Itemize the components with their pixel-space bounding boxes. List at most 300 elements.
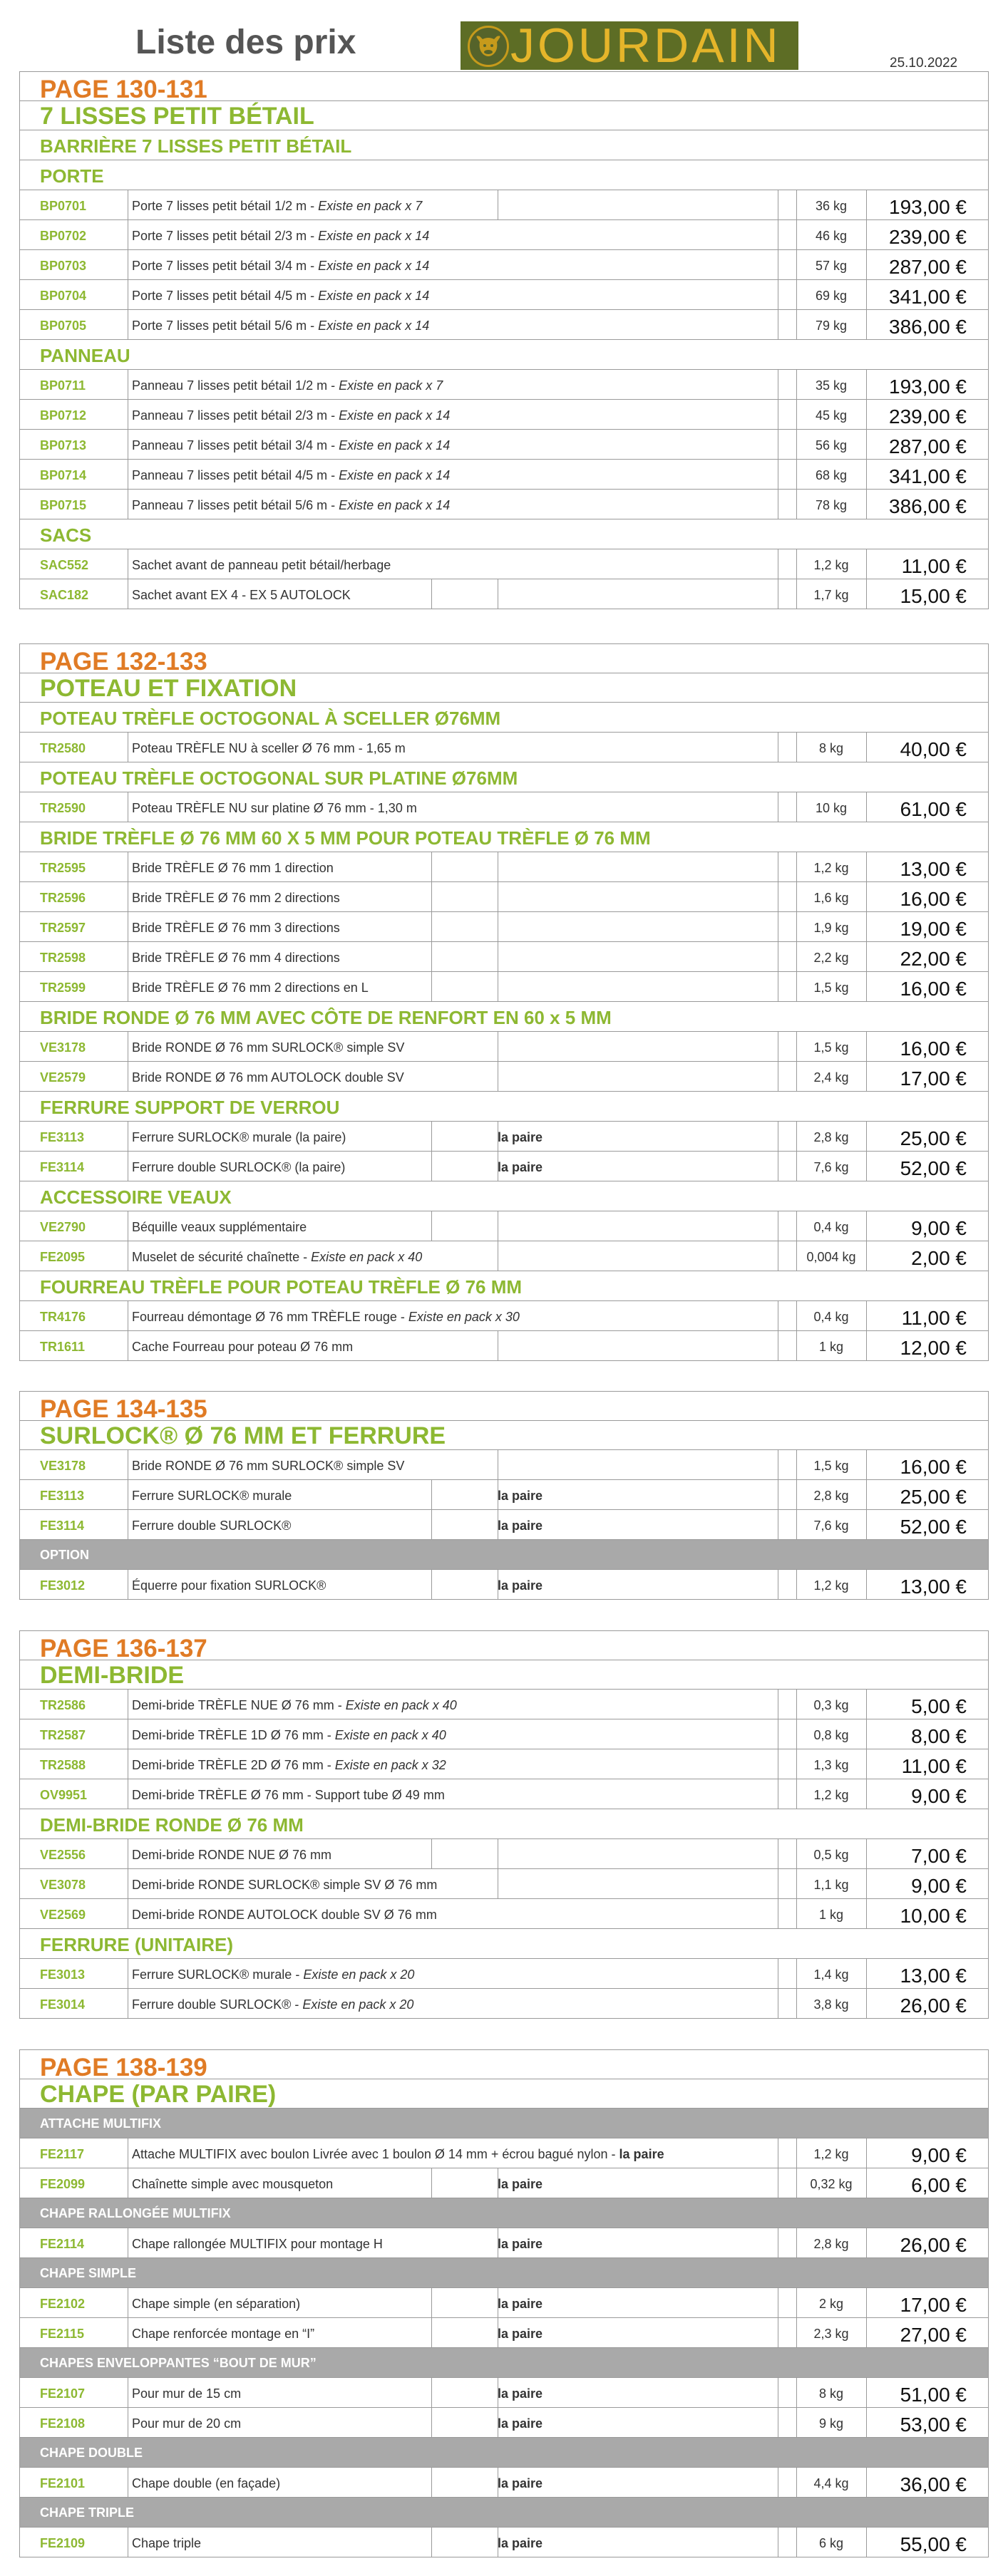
product-description [132,1578,326,1593]
subcategory-band [20,2109,988,2138]
product-description [132,1160,345,1175]
product-weight: 1,1 kg [813,1878,849,1892]
pair-label: la paire [498,1130,543,1144]
product-weight: 7,6 kg [813,1519,849,1533]
product-weight: 46 kg [815,229,848,243]
pack-note: Existe en pack x 14 [318,319,430,333]
product-weight: 1,2 kg [813,2147,849,2161]
product-row [20,1510,988,1540]
product-row [20,2528,988,2557]
product-row [20,549,988,579]
product-price: 13,00 € [900,858,967,880]
description-text: Demi-bride RONDE AUTOLOCK double SV Ø 76 mm [132,1908,437,1922]
column-divider [866,942,867,971]
column-divider [866,2288,867,2317]
product-weight: 6 kg [818,2536,844,2550]
category-heading: POTEAU TRÈFLE OCTOGONAL À SCELLER Ø76MM [40,708,501,729]
product-row [20,1690,988,1719]
subcategory-band [20,2498,988,2528]
product-weight: 0,4 kg [813,1220,849,1234]
section-title: 7 LISSES PETIT BÉTAIL [40,103,314,130]
product-row [20,490,988,519]
description-text: Bride TRÈFLE Ø 76 mm 2 directions en L [132,981,369,995]
column-divider [866,2228,867,2257]
pair-label: la paire [498,2237,543,2251]
category-heading: BRIDE TRÈFLE Ø 76 MM 60 X 5 MM POUR POTEAU TRÈFLE Ø 76 MM [40,827,651,849]
product-description: Panneau 7 lisses petit bétail 4/5 m - Existe en pack x 14 [132,468,451,482]
product-reference: TR2598 [40,951,86,965]
product-reference: FE2117 [40,2147,85,2161]
column-divider [866,2318,867,2347]
pair-label: la paire [498,2177,543,2191]
product-price: 239,00 € [889,405,967,428]
subcategory-label: CHAPE SIMPLE [40,2266,137,2280]
product-row [20,430,988,460]
column-divider [866,2468,867,2497]
category-heading-row [20,1002,988,1032]
category-heading: ACCESSOIRE VEAUX [40,1186,232,1208]
product-weight: 1,3 kg [813,1758,849,1772]
product-price: 16,00 € [900,1456,967,1478]
product-price: 11,00 € [901,555,967,577]
product-weight: 8 kg [818,2386,844,2401]
column-divider [866,1749,867,1779]
product-reference: FE2102 [40,2297,86,2311]
column-divider [431,2288,432,2317]
description-text: Attache MULTIFIX avec boulon Livrée avec 1 boulon Ø 14 mm + écrou bagué nylon - [132,2147,616,2161]
product-reference: FE2099 [40,2177,86,2191]
product-reference: BP0715 [40,498,87,512]
column-divider [431,1570,432,1599]
product-weight: 78 kg [815,498,848,512]
product-row [20,2408,988,2438]
section-title-row [20,2079,988,2109]
product-description: Ferrure SURLOCK® murale - Existe en pack x 20 [132,1967,415,1982]
product-description [132,1878,437,1893]
section-page-row [20,644,988,676]
column-divider [431,2528,432,2557]
product-price: 26,00 € [900,1995,967,2017]
product-row [20,1480,988,1510]
pair-label: la paire [498,2476,543,2490]
description-text: Pour mur de 15 cm [132,2386,242,2401]
product-reference: TR2595 [40,861,86,875]
pack-note: Existe en pack x 40 [311,1250,423,1264]
description-text: Panneau 7 lisses petit bétail 3/4 m [132,438,328,452]
product-description [132,891,340,906]
product-weight: 35 kg [815,378,848,393]
product-weight: 2,8 kg [813,2237,849,2251]
category-heading-row [20,762,988,792]
description-text: Ferrure SURLOCK® murale [132,1489,292,1503]
product-reference: FE2108 [40,2416,86,2431]
product-row [20,370,988,400]
product-description [132,2327,314,2342]
product-row [20,1779,988,1809]
section-page-row [20,1392,988,1421]
subcategory-band [20,2198,988,2228]
category-heading-row [20,1181,988,1211]
column-divider [866,280,867,309]
product-reference: FE3014 [40,1997,86,2012]
product-reference: FE3113 [40,1489,85,1503]
product-reference: VE2579 [40,1070,86,1085]
category-heading: FERRURE (UNITAIRE) [40,1934,234,1955]
product-price: 19,00 € [900,918,967,940]
product-reference: FE2115 [40,2327,85,2341]
product-row [20,2168,988,2198]
product-description [132,1070,404,1085]
product-weight: 1,5 kg [813,1459,849,1473]
product-reference: SAC182 [40,588,89,602]
product-row [20,942,988,972]
product-row [20,1899,988,1929]
product-description [132,1848,331,1863]
product-weight: 79 kg [815,319,848,333]
product-reference: BP0703 [40,259,87,273]
category-heading-row [20,1929,988,1959]
pack-note: Existe en pack x 40 [334,1728,446,1742]
column-divider [866,1450,867,1479]
pack-note: Existe en pack x 7 [318,199,423,213]
product-row [20,1122,988,1152]
product-row [20,1839,988,1869]
pack-note: Existe en pack x 14 [318,229,430,243]
description-text: Porte 7 lisses petit bétail 2/3 m [132,229,307,243]
section-title: CHAPE (PAR PAIRE) [40,2081,277,2108]
column-divider [866,1869,867,1898]
product-description [132,2416,241,2431]
description-text: Sachet avant EX 4 - EX 5 AUTOLOCK [132,588,351,602]
category-heading: BRIDE RONDE Ø 76 MM AVEC CÔTE DE RENFORT EN 60 x 5 MM [40,1007,612,1028]
product-price: 193,00 € [889,196,967,218]
description-text: Panneau 7 lisses petit bétail 2/3 m [132,408,328,423]
column-divider [431,912,432,941]
product-row [20,2318,988,2348]
column-divider [431,2318,432,2347]
product-row [20,1152,988,1181]
description-text: Demi-bride TRÈFLE NUE Ø 76 mm [132,1698,334,1712]
product-description: Panneau 7 lisses petit bétail 1/2 m - Existe en pack x 7 [132,378,443,393]
description-text: Bride TRÈFLE Ø 76 mm 1 direction [132,861,334,875]
pair-label: la paire [498,2416,543,2431]
product-description [132,2177,333,2192]
product-reference: TR2596 [40,891,86,905]
product-row [20,250,988,280]
category-heading-row [20,703,988,733]
pair-label: la paire [498,2386,543,2401]
price-section [19,1391,989,1600]
price-section [19,1630,989,2019]
product-reference: FE3113 [40,1130,85,1144]
product-reference: BP0714 [40,468,87,482]
product-price: 15,00 € [900,585,967,607]
product-reference: VE3178 [40,1040,86,1055]
product-row [20,2378,988,2408]
section-page-number: PAGE 136-137 [40,1635,207,1662]
column-divider [866,460,867,489]
product-reference: FE2109 [40,2536,86,2550]
product-reference: FE3114 [40,1160,85,1174]
product-weight: 45 kg [815,408,848,423]
product-reference: BP0712 [40,408,87,423]
product-reference: FE2101 [40,2476,86,2490]
category-heading-row [20,519,988,549]
column-divider [866,1331,867,1360]
product-reference: BP0702 [40,229,87,243]
product-description [132,2386,241,2401]
product-description [132,2147,664,2162]
product-row [20,310,988,340]
description-text: Porte 7 lisses petit bétail 3/4 m [132,259,307,273]
column-divider [866,250,867,279]
product-description [132,1459,404,1474]
description-text: Béquille veaux supplémentaire [132,1220,307,1234]
description-text: Muselet de sécurité chaînette [132,1250,300,1264]
pack-note: Existe en pack x 14 [339,468,451,482]
product-description: Demi-bride TRÈFLE 1D Ø 76 mm - Existe en pack x 40 [132,1728,446,1742]
column-divider [866,400,867,429]
category-heading: DEMI-BRIDE RONDE Ø 76 MM [40,1814,304,1836]
product-reference: OV9951 [40,1788,88,1802]
product-reference: BP0713 [40,438,87,452]
category-heading: PORTE [40,165,104,187]
subcategory-label: CHAPE DOUBLE [40,2446,143,2460]
pair-label: la paire [498,1578,543,1593]
product-reference: FE2107 [40,2386,86,2401]
product-reference: VE2790 [40,1220,86,1234]
description-text: Sachet avant de panneau petit bétail/herbage [132,558,391,572]
product-price: 2,00 € [911,1247,967,1269]
description-text: Bride TRÈFLE Ø 76 mm 2 directions [132,891,340,905]
description-text: Ferrure double SURLOCK® (la paire) [132,1160,346,1174]
product-weight: 0,5 kg [813,1848,849,1862]
description-text: Demi-bride TRÈFLE 2D Ø 76 mm [132,1758,324,1772]
product-row [20,2288,988,2318]
subcategory-label: CHAPE TRIPLE [40,2505,135,2520]
column-divider [431,2408,432,2437]
product-price: 12,00 € [900,1337,967,1359]
product-price: 53,00 € [900,2414,967,2436]
product-description [132,981,369,995]
description-text: Chaînette simple avec mousqueton [132,2177,334,2191]
product-price: 13,00 € [900,1965,967,1987]
product-row [20,1062,988,1092]
column-divider [866,2138,867,2168]
product-weight: 57 kg [815,259,848,273]
product-row [20,1241,988,1271]
description-text: Ferrure SURLOCK® murale [132,1967,292,1982]
subcategory-band [20,2258,988,2288]
description-text: Chape double (en façade) [132,2476,281,2490]
product-description [132,558,391,573]
product-reference: FE2114 [40,2237,85,2251]
column-divider [866,792,867,822]
product-weight: 2,8 kg [813,1489,849,1503]
description-text: Panneau 7 lisses petit bétail 4/5 m [132,468,328,482]
column-divider [431,2168,432,2198]
product-row [20,2138,988,2168]
product-weight: 0,004 kg [806,1250,856,1264]
product-weight: 0,4 kg [813,1310,849,1324]
column-divider [866,2408,867,2437]
product-description [132,1040,404,1055]
description-text: Demi-bride TRÈFLE Ø 76 mm - Support tube Ø 49 mm [132,1788,445,1802]
pack-note: Existe en pack x 20 [302,1997,414,2012]
product-reference: VE3078 [40,1878,86,1892]
section-title: DEMI-BRIDE [40,1662,185,1689]
pair-label: la paire [498,2297,543,2311]
product-row [20,1959,988,1989]
product-reference: FE3013 [40,1967,86,1982]
product-reference: TR2588 [40,1758,86,1772]
section-page-number: PAGE 138-139 [40,2054,207,2081]
column-divider [866,220,867,249]
pair-label: la paire [498,2327,543,2341]
pack-note: Existe en pack x 7 [339,378,443,393]
product-description: Porte 7 lisses petit bétail 2/3 m - Existe en pack x 14 [132,229,430,243]
pack-note: Existe en pack x 14 [318,259,430,273]
column-divider [866,430,867,459]
description-text: Poteau TRÈFLE NU à sceller Ø 76 mm - 1,65 m [132,741,406,755]
category-heading: PANNEAU [40,345,130,366]
product-price: 51,00 € [900,2384,967,2406]
section-title-row [20,1660,988,1690]
description-text: Demi-bride TRÈFLE 1D Ø 76 mm [132,1728,324,1742]
product-price: 36,00 € [900,2473,967,2495]
pair-label: la paire [498,1489,543,1503]
product-reference: TR4176 [40,1310,86,1324]
price-section [19,643,989,1361]
description-text: Chape simple (en séparation) [132,2297,301,2311]
brand-logo [461,19,798,73]
product-price: 341,00 € [889,465,967,487]
subcategory-band [20,1540,988,1570]
column-divider [431,1510,432,1539]
subcategory-label: CHAPES ENVELOPPANTES “BOUT DE MUR” [40,2356,317,2370]
product-price: 26,00 € [900,2234,967,2256]
subcategory-label: OPTION [40,1548,90,1562]
product-description [132,2297,300,2312]
pack-note: Existe en pack x 14 [339,408,451,423]
product-weight: 1,5 kg [813,981,849,995]
product-weight: 1 kg [818,1340,844,1354]
product-description: Porte 7 lisses petit bétail 1/2 m - Existe en pack x 7 [132,199,423,213]
column-divider [431,2468,432,2497]
description-text: Ferrure double SURLOCK® [132,1519,292,1533]
column-divider [866,1211,867,1241]
description-text: Demi-bride RONDE SURLOCK® simple SV Ø 76 mm [132,1878,438,1892]
column-divider [866,1989,867,2018]
pair-label: la paire [498,1160,543,1174]
column-divider [866,1899,867,1928]
product-price: 11,00 € [901,1755,967,1777]
product-price: 61,00 € [900,798,967,820]
product-price: 11,00 € [901,1307,967,1329]
column-divider [866,852,867,881]
product-price: 8,00 € [911,1725,967,1747]
product-price: 386,00 € [889,495,967,517]
product-weight: 7,6 kg [813,1160,849,1174]
category-heading-row [20,1271,988,1301]
product-row [20,579,988,609]
product-row [20,972,988,1002]
product-description [132,741,406,756]
product-description [132,1519,291,1533]
product-description: Demi-bride TRÈFLE 2D Ø 76 mm - Existe en pack x 32 [132,1758,446,1772]
product-row [20,792,988,822]
product-reference: TR2580 [40,741,86,755]
product-weight: 10 kg [815,801,848,815]
category-heading: BARRIÈRE 7 LISSES PETIT BÉTAIL [40,135,352,157]
product-description: Fourreau démontage Ø 76 mm TRÈFLE rouge - Existe en pack x 30 [132,1310,520,1324]
description-text: Chape triple [132,2536,202,2550]
product-row [20,1450,988,1480]
column-divider [431,1122,432,1151]
product-weight: 4,4 kg [813,2476,849,2490]
product-weight: 69 kg [815,289,848,303]
product-row [20,1331,988,1361]
section-page-row [20,72,988,101]
category-heading-row [20,340,988,370]
product-reference: TR2586 [40,1698,86,1712]
product-weight: 0,3 kg [813,1698,849,1712]
product-reference: FE3012 [40,1578,86,1593]
product-row [20,280,988,310]
product-price: 22,00 € [900,948,967,970]
product-reference: SAC552 [40,558,89,572]
column-divider [431,942,432,971]
product-description [132,1130,346,1145]
product-weight: 1,5 kg [813,1040,849,1055]
column-divider [866,1301,867,1330]
description-text: Bride RONDE Ø 76 mm AUTOLOCK double SV [132,1070,404,1085]
product-row [20,2468,988,2498]
product-description [132,2476,280,2491]
column-divider [866,2168,867,2198]
product-reference: TR2590 [40,801,86,815]
product-price: 287,00 € [889,435,967,457]
product-reference: TR2587 [40,1728,86,1742]
category-heading: SACS [40,524,92,546]
product-row [20,1032,988,1062]
column-divider [866,1122,867,1151]
product-description [132,951,340,966]
section-page-number: PAGE 134-135 [40,1395,207,1423]
cow-head-icon [468,26,509,67]
description-text: Porte 7 lisses petit bétail 5/6 m [132,319,307,333]
product-price: 386,00 € [889,316,967,338]
category-heading-row [20,1809,988,1839]
price-section [19,2049,989,2557]
description-text: Pour mur de 20 cm [132,2416,242,2431]
column-divider [431,1152,432,1181]
pack-note: Existe en pack x 40 [345,1698,457,1712]
description-text: Panneau 7 lisses petit bétail 5/6 m [132,498,328,512]
section-title-row [20,1421,988,1450]
column-divider [866,1570,867,1599]
product-row [20,190,988,220]
pair-label: la paire [498,1519,543,1533]
description-text: Bride TRÈFLE Ø 76 mm 4 directions [132,951,340,965]
column-divider [431,579,432,609]
product-weight: 1,7 kg [813,588,849,602]
column-divider [866,1839,867,1868]
pack-note: Existe en pack x 14 [318,289,430,303]
section-title: POTEAU ET FIXATION [40,675,297,702]
column-divider [866,972,867,1001]
product-row [20,2228,988,2258]
